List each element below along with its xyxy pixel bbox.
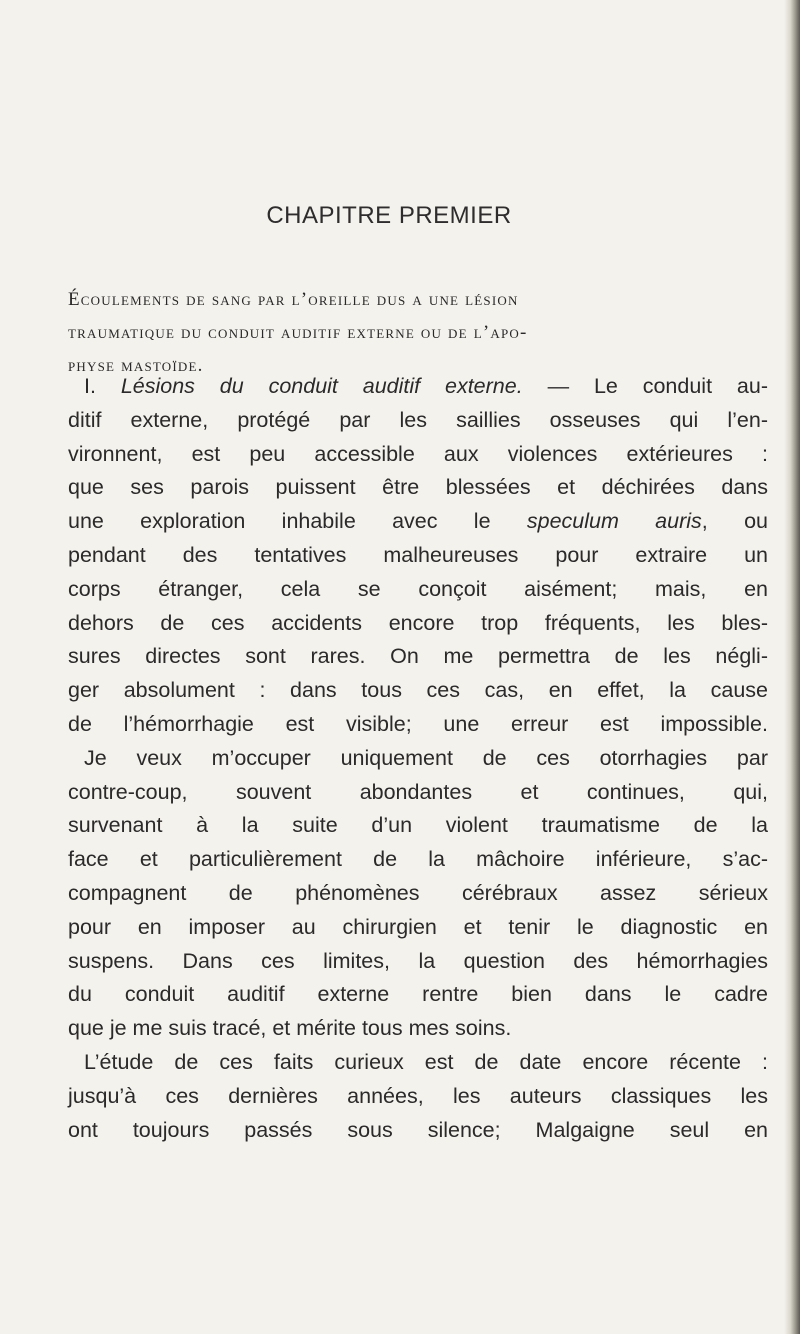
- paragraph-line: L’étude de ces faits curieux est de date encore récente :: [84, 1049, 768, 1074]
- section-heading: [68, 283, 768, 382]
- paragraph-line: pendant des tentatives malheureuses pour extraire un: [68, 542, 768, 567]
- paragraph-line: que je me suis tracé, et mérite tous mes soins.: [68, 1016, 512, 1041]
- paragraph-line: contre-coup, souvent abondantes et continues, qui,: [68, 779, 768, 804]
- paragraph-line: pour en imposer au chirurgien et tenir le diagnostic en: [68, 914, 768, 939]
- subsection-title: Lésions du conduit auditif externe.: [120, 374, 523, 398]
- page-edge-shadow: [784, 0, 800, 1334]
- paragraph-line: dehors de ces accidents encore trop fréquents, les bles-: [68, 610, 768, 635]
- paragraph-line: de l’hémorrhagie est visible; une erreur est impossible.: [68, 711, 768, 736]
- paragraph-line: du conduit auditif externe rentre bien dans le cadre: [68, 982, 768, 1007]
- paragraph-line: vironnent, est peu accessible aux violences extérieures :: [68, 441, 768, 466]
- paragraph-line: jusqu’à ces dernières années, les auteurs classiques les: [68, 1083, 768, 1108]
- paragraph-line: ont toujours passés sous silence; Malgaigne seul en: [68, 1117, 768, 1142]
- paragraph-line: [68, 370, 768, 404]
- paragraph-line: que ses parois puissent être blessées et déchirées dans: [68, 475, 768, 500]
- paragraph-line: ditif externe, protégé par les saillies osseuses qui l’en-: [68, 407, 768, 432]
- section-heading-line: Écoulements de sang par l’oreille dus a une lésion: [68, 289, 519, 310]
- paragraph-text: , ou: [701, 509, 768, 534]
- paragraph-line: compagnent de phénomènes cérébraux assez sérieux: [68, 880, 768, 905]
- latin-term: speculum auris: [526, 509, 702, 534]
- paragraph-text: — Le conduit au-: [547, 374, 768, 398]
- section-heading-line: traumatique du conduit auditif externe ou de l’apo-: [68, 322, 528, 343]
- paragraph-line: survenant à la suite d’un violent traumatisme de la: [68, 813, 768, 838]
- paragraph-line: corps étranger, cela se conçoit aisément; mais, en: [68, 576, 768, 601]
- section-heading-line: physe mastoïde.: [68, 355, 204, 376]
- paragraph-line: Je veux m’occuper uniquement de ces otorrhagies par: [84, 745, 768, 770]
- body-text: [68, 370, 768, 1147]
- paragraph-line: suspens. Dans ces limites, la question des hémorrhagies: [68, 948, 768, 973]
- paragraph-line: face et particulièrement de la mâchoire inférieure, s’ac-: [68, 847, 768, 872]
- paragraph-line: [68, 505, 768, 539]
- paragraph-line: sures directes sont rares. On me permettra de les négli-: [68, 644, 768, 669]
- section-number: I.: [84, 374, 96, 398]
- paragraph-text: une exploration inhabile avec le: [68, 509, 491, 534]
- chapter-title: CHAPITRE PREMIER: [266, 202, 512, 229]
- paragraph-line: ger absolument : dans tous ces cas, en effet, la cause: [68, 678, 768, 703]
